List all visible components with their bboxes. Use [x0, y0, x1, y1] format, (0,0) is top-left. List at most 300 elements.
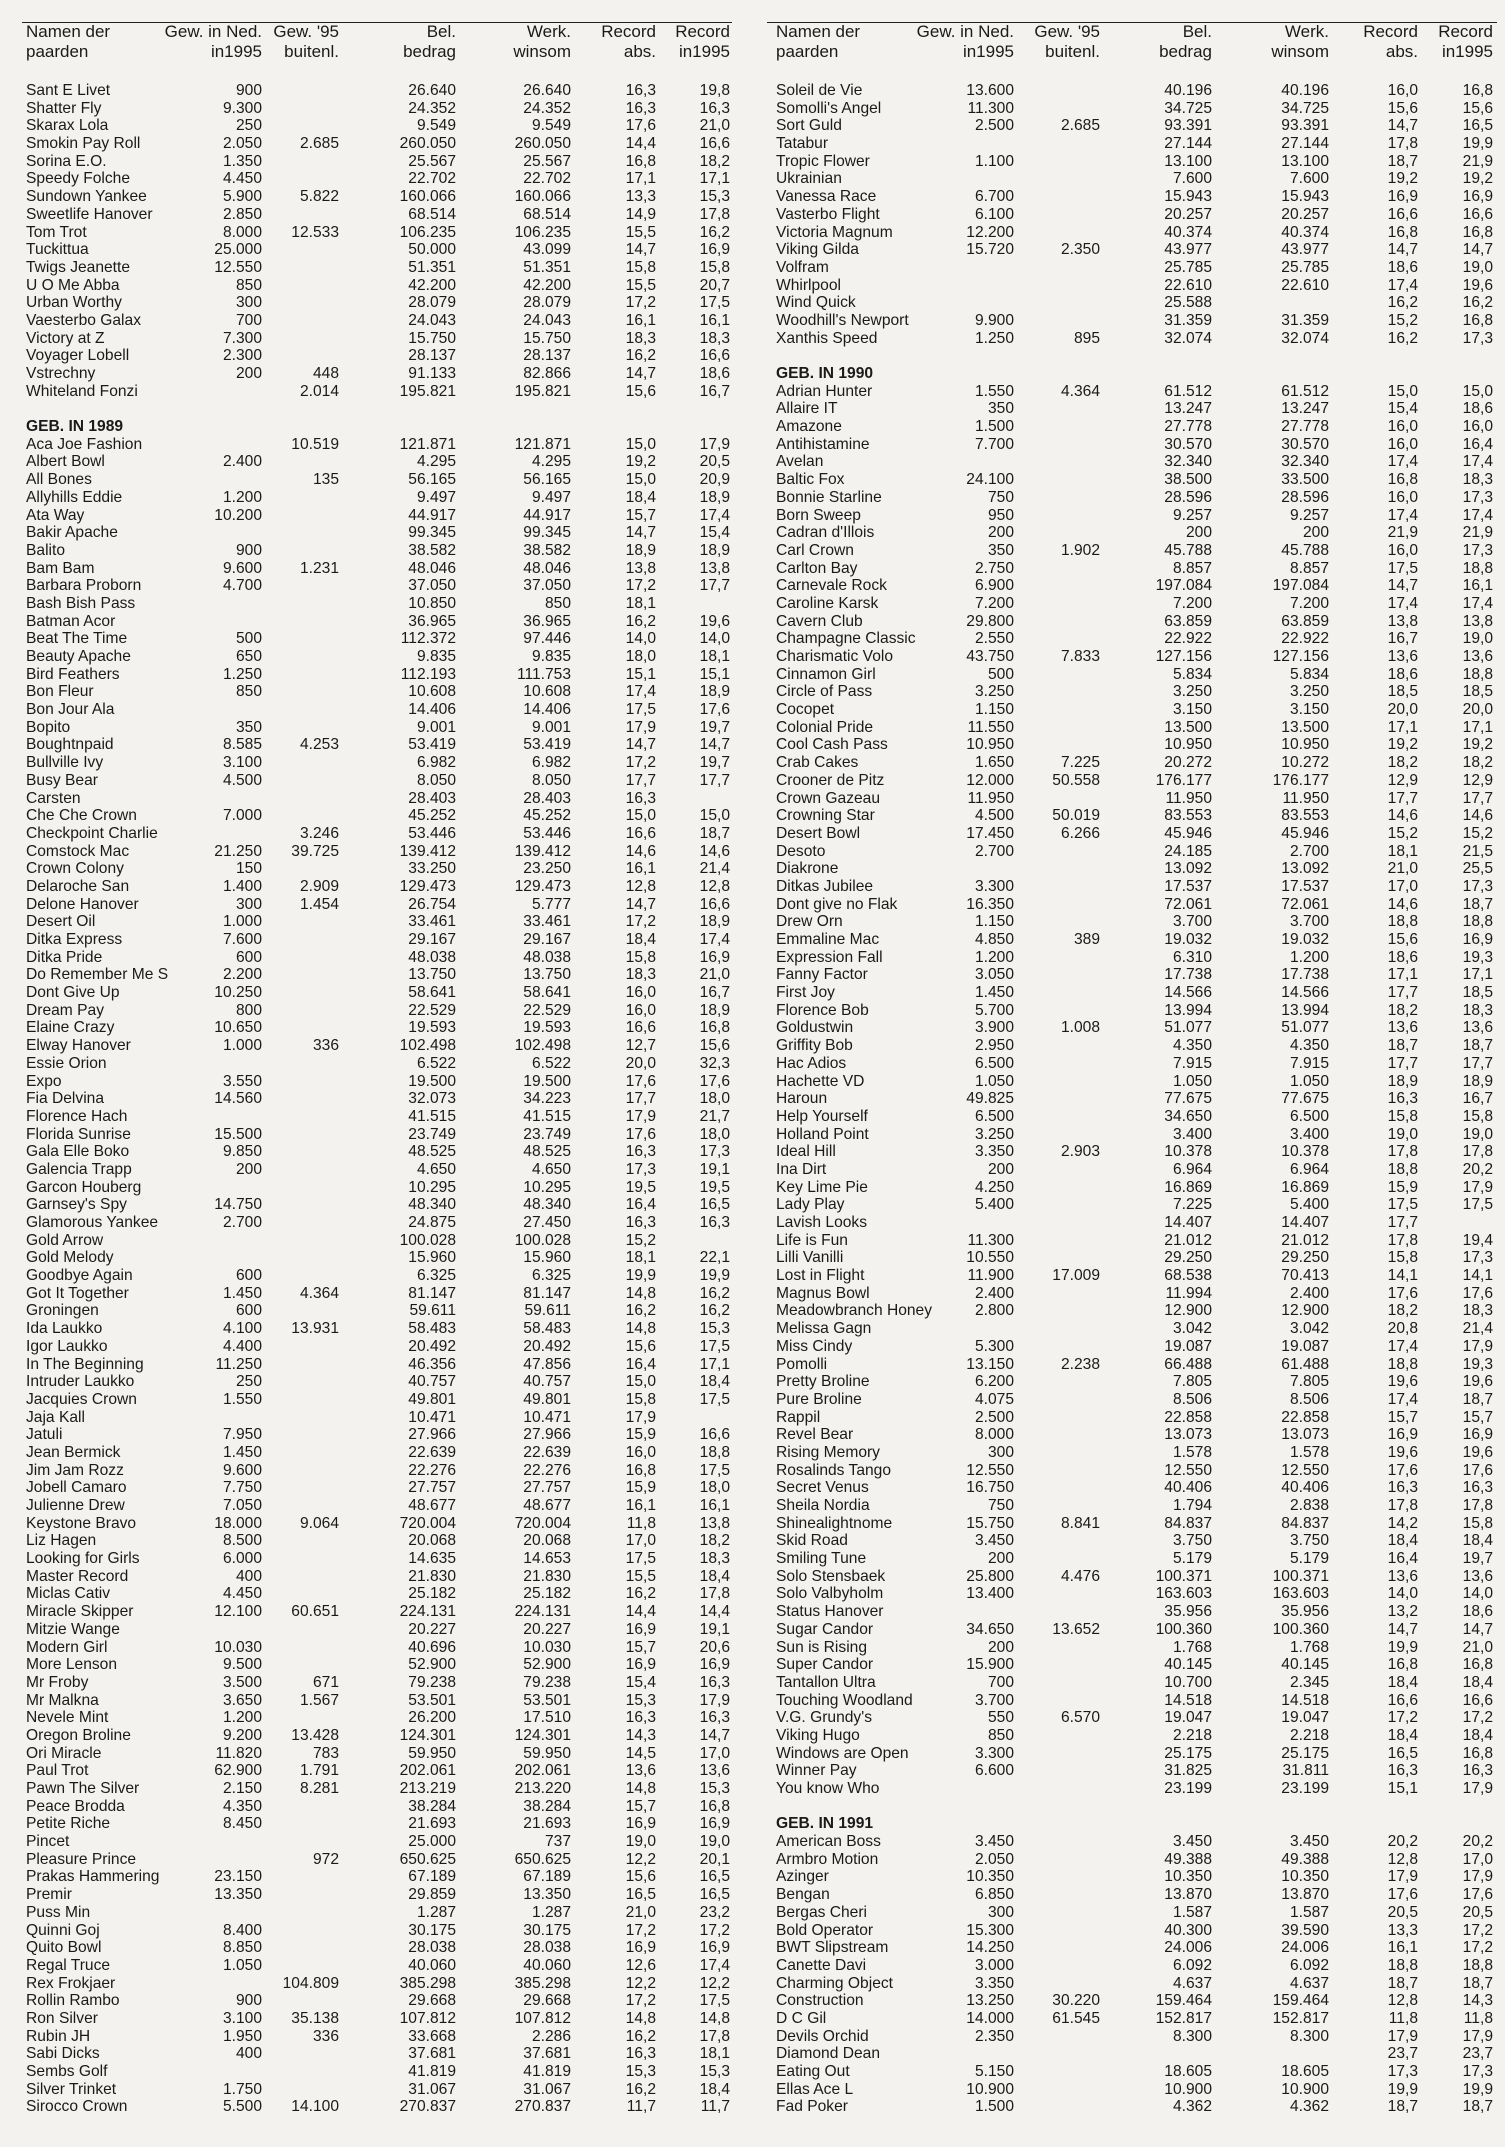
- record-abs: 16,3: [1387, 1762, 1418, 1780]
- table-row: [759, 1391, 1505, 1409]
- werk-winsom: 9.549: [531, 117, 571, 135]
- record-1995: 16,1: [699, 1497, 730, 1514]
- record-abs: 12,6: [625, 1956, 656, 1974]
- wins-ned: 700: [987, 1673, 1014, 1691]
- bel-bedrag: 35.956: [1164, 1603, 1212, 1621]
- wins-ned: 6.900: [974, 577, 1014, 595]
- wins-ned: 1.200: [974, 948, 1014, 966]
- wins-ned: 6.500: [974, 1107, 1014, 1125]
- wins-abroad: 4.364: [299, 1284, 339, 1302]
- bel-bedrag: 100.028: [399, 1231, 456, 1249]
- record-1995: 16,9: [1462, 1426, 1493, 1444]
- record-1995: 14,8: [699, 2009, 730, 2027]
- horse-name: Silver Trinket: [26, 2080, 117, 2098]
- werk-winsom: 34.725: [1281, 99, 1329, 117]
- record-abs: 14,6: [1387, 807, 1418, 825]
- bel-bedrag: 48.677: [408, 1497, 456, 1514]
- horse-name: Sorina E.O.: [26, 152, 107, 170]
- werk-winsom: 82.866: [523, 365, 571, 382]
- record-1995: 17,9: [699, 435, 730, 453]
- record-1995: 16,8: [699, 1797, 730, 1815]
- record-1995: 18,2: [1462, 754, 1493, 772]
- table-row: [759, 1939, 1505, 1957]
- horse-name: Delaroche San: [26, 877, 130, 895]
- table-row: [759, 648, 1505, 666]
- record-1995: 17,8: [699, 205, 730, 223]
- wins-ned: 3.350: [974, 1143, 1014, 1161]
- bel-bedrag: 27.966: [408, 1426, 456, 1444]
- record-abs: 17,7: [625, 771, 656, 789]
- wins-abroad: 783: [312, 1744, 339, 1762]
- record-abs: 19,2: [1387, 170, 1418, 188]
- horse-name: Ina Dirt: [776, 1160, 827, 1178]
- werk-winsom: 14.653: [523, 1550, 571, 1568]
- horse-name: Essie Orion: [26, 1054, 107, 1072]
- bel-bedrag: 24.185: [1164, 842, 1212, 860]
- wins-abroad: 671: [312, 1673, 339, 1691]
- bel-bedrag: 40.406: [1164, 1479, 1212, 1497]
- werk-winsom: 30.175: [523, 1921, 571, 1939]
- record-1995: 18,7: [699, 824, 730, 842]
- record-abs: 18,4: [1387, 1726, 1418, 1744]
- werk-winsom: 124.301: [514, 1726, 571, 1744]
- record-abs: 15,6: [625, 382, 656, 400]
- record-1995: 19,3: [1462, 948, 1493, 966]
- table-row: [759, 1037, 1505, 1055]
- wins-abroad: 35.138: [291, 2009, 339, 2027]
- wins-ned: 21.250: [214, 842, 262, 860]
- table-row: [0, 100, 746, 118]
- wins-ned: 650: [235, 648, 262, 665]
- wins-ned: 10.900: [966, 2080, 1014, 2098]
- werk-winsom: 24.352: [523, 99, 571, 117]
- werk-winsom: 6.325: [531, 1267, 571, 1285]
- table-row: [759, 1002, 1505, 1020]
- wins-ned: 18.000: [214, 1514, 262, 1532]
- record-1995: 18,0: [699, 1125, 730, 1143]
- werk-winsom: 51.351: [523, 258, 571, 276]
- record-abs: 20,5: [1387, 1903, 1418, 1921]
- wins-ned: 2.550: [974, 630, 1014, 648]
- table-row: [759, 1833, 1505, 1851]
- bel-bedrag: 13.073: [1164, 1426, 1212, 1444]
- record-1995: 18,6: [1462, 400, 1493, 418]
- wins-ned: 13.400: [966, 1585, 1014, 1603]
- bel-bedrag: 25.588: [1164, 294, 1212, 312]
- wins-ned: 11.820: [215, 1744, 262, 1762]
- record-1995: 16,9: [1462, 188, 1493, 206]
- record-1995: 17,2: [1462, 1921, 1493, 1939]
- record-abs: 16,9: [625, 1656, 656, 1674]
- horse-name: Goodbye Again: [26, 1267, 133, 1285]
- bel-bedrag: 31.067: [408, 2080, 456, 2098]
- bel-bedrag: 224.131: [399, 1603, 456, 1621]
- record-1995: 19,7: [699, 718, 730, 736]
- horse-name: Elway Hanover: [26, 1037, 131, 1055]
- record-abs: 16,3: [625, 99, 656, 117]
- table-row: [759, 1356, 1505, 1374]
- table-row: [0, 1037, 746, 1055]
- horse-name: Keystone Bravo: [26, 1514, 137, 1532]
- werk-winsom: 40.145: [1281, 1656, 1329, 1674]
- horse-name: Oregon Broline: [26, 1726, 131, 1744]
- table-row: [759, 701, 1505, 719]
- table-row: [759, 2045, 1505, 2063]
- bel-bedrag: 16.869: [1164, 1178, 1212, 1196]
- horse-name: Tantallon Ultra: [776, 1673, 876, 1691]
- record-1995: 15,8: [699, 258, 730, 276]
- wins-ned: 12.200: [966, 223, 1014, 241]
- wins-abroad: 972: [312, 1850, 339, 1868]
- bel-bedrag: 124.301: [399, 1726, 456, 1744]
- bel-bedrag: 19.047: [1164, 1709, 1212, 1727]
- bel-bedrag: 40.696: [408, 1638, 456, 1656]
- horse-name: Mr Froby: [26, 1673, 89, 1691]
- record-abs: 18,4: [625, 931, 656, 948]
- wins-ned: 8.000: [222, 223, 262, 241]
- record-1995: 15,0: [699, 807, 730, 825]
- bel-bedrag: 13.100: [1164, 152, 1212, 170]
- wins-ned: 3.250: [974, 683, 1014, 701]
- werk-winsom: 21.693: [523, 1815, 571, 1833]
- record-abs: 19,5: [625, 1178, 656, 1196]
- record-abs: 17,7: [1387, 1054, 1418, 1072]
- wins-ned: 4.075: [974, 1390, 1014, 1408]
- table-row: [0, 1479, 746, 1497]
- horse-name: Tom Trot: [26, 223, 87, 241]
- wins-abroad: 17.009: [1052, 1267, 1100, 1285]
- record-1995: 19,5: [699, 1178, 730, 1196]
- horse-name: Caroline Karsk: [776, 594, 879, 612]
- horse-name: Eating Out: [776, 2063, 850, 2080]
- bel-bedrag: 129.473: [399, 877, 456, 895]
- record-1995: 16,8: [1462, 82, 1493, 99]
- record-abs: 15,4: [625, 1673, 656, 1691]
- werk-winsom: 28.403: [523, 789, 571, 807]
- bel-bedrag: 22.858: [1164, 1408, 1212, 1426]
- record-1995: 17,3: [1462, 877, 1493, 895]
- horse-name: Cadran d'Illois: [776, 524, 875, 542]
- horse-name: Holland Point: [776, 1125, 869, 1143]
- record-1995: 18,0: [699, 1090, 730, 1108]
- werk-winsom: 2.286: [531, 2027, 571, 2045]
- wins-ned: 4.850: [974, 931, 1014, 948]
- table-row: [0, 2063, 746, 2081]
- table-row: [759, 736, 1505, 754]
- table-row: [759, 82, 1505, 100]
- wins-ned: 43.750: [966, 648, 1014, 665]
- wins-ned: 200: [987, 1638, 1014, 1656]
- werk-winsom: 40.196: [1281, 82, 1329, 99]
- horse-name: Bonnie Starline: [776, 488, 882, 506]
- wins-ned: 12.000: [966, 771, 1014, 789]
- bel-bedrag: 213.219: [399, 1780, 456, 1797]
- bel-bedrag: 83.553: [1164, 807, 1212, 825]
- table-row: [0, 825, 746, 843]
- wins-ned: 7.200: [974, 594, 1014, 612]
- werk-winsom: 1.587: [1289, 1903, 1329, 1921]
- record-abs: 18,2: [1387, 1001, 1418, 1019]
- wins-ned: 3.700: [974, 1691, 1014, 1709]
- record-1995: 18,9: [699, 541, 730, 559]
- record-abs: 16,1: [625, 311, 656, 329]
- werk-winsom: 81.147: [523, 1284, 571, 1302]
- section-heading: [759, 1815, 1505, 1833]
- horse-name: Ron Silver: [26, 2009, 98, 2027]
- werk-winsom: 22.276: [523, 1461, 571, 1479]
- table-row: [759, 666, 1505, 684]
- record-1995: 21,4: [1462, 1320, 1493, 1338]
- wins-ned: 17.450: [966, 824, 1014, 842]
- bel-bedrag: 9.257: [1172, 506, 1212, 524]
- wins-ned: 25.000: [214, 241, 262, 259]
- record-1995: 18,8: [1462, 559, 1493, 577]
- table-row: [0, 1550, 746, 1568]
- wins-ned: 3.550: [222, 1072, 262, 1090]
- record-1995: 18,9: [699, 488, 730, 506]
- record-abs: 14,8: [625, 2009, 656, 2027]
- record-1995: 18,2: [699, 1532, 730, 1550]
- bel-bedrag: 50.000: [408, 241, 456, 259]
- table-row: [0, 259, 746, 277]
- record-abs: 18,1: [625, 594, 656, 612]
- record-abs: 16,4: [625, 1196, 656, 1214]
- record-abs: 19,9: [1387, 1638, 1418, 1656]
- table-row: [759, 453, 1505, 471]
- wins-ned: 13.150: [966, 1355, 1014, 1373]
- record-abs: 20,2: [1387, 1833, 1418, 1851]
- table-row: [0, 754, 746, 772]
- record-1995: 13,8: [699, 1514, 730, 1532]
- table-row: [0, 1656, 746, 1674]
- table-row: [759, 241, 1505, 259]
- werk-winsom: 67.189: [523, 1868, 571, 1886]
- wins-ned: 5.900: [222, 188, 262, 206]
- table-row: [759, 542, 1505, 560]
- record-abs: 15,1: [625, 665, 656, 683]
- horse-name: V.G. Grundy's: [776, 1709, 873, 1727]
- wins-abroad: 5.822: [299, 188, 339, 206]
- bel-bedrag: 121.871: [399, 435, 456, 453]
- bel-bedrag: 49.388: [1164, 1850, 1212, 1868]
- werk-winsom: 77.675: [1281, 1090, 1329, 1108]
- bel-bedrag: 17.738: [1164, 966, 1212, 984]
- werk-winsom: 200: [1302, 524, 1329, 542]
- horse-name: Got It Together: [26, 1284, 129, 1302]
- horse-name: Rappil: [776, 1408, 821, 1426]
- wins-ned: 4.500: [222, 771, 262, 789]
- record-abs: 14,7: [1387, 241, 1418, 259]
- horse-name: Premir: [26, 1886, 72, 1904]
- werk-winsom: 1.050: [1289, 1072, 1329, 1090]
- record-abs: 15,7: [1387, 1408, 1418, 1426]
- werk-winsom: 79.238: [523, 1673, 571, 1691]
- record-1995: 15,8: [1462, 1514, 1493, 1532]
- werk-winsom: 12.900: [1281, 1302, 1329, 1320]
- werk-winsom: 850: [544, 594, 571, 612]
- werk-winsom: 10.030: [523, 1638, 571, 1656]
- record-abs: 18,2: [1387, 1302, 1418, 1320]
- horse-name: First Joy: [776, 984, 835, 1002]
- table-row: [759, 1214, 1505, 1232]
- wins-ned: 7.950: [222, 1426, 262, 1444]
- wins-ned: 3.350: [974, 1974, 1014, 1992]
- wins-abroad: 448: [312, 365, 339, 382]
- record-1995: 17,6: [699, 1072, 730, 1090]
- wins-ned: 1.450: [222, 1443, 262, 1461]
- record-abs: 18,6: [1387, 258, 1418, 276]
- table-row: [0, 2045, 746, 2063]
- wins-ned: 3.050: [974, 966, 1014, 984]
- record-1995: 19,0: [699, 1833, 730, 1851]
- table-row: [0, 1143, 746, 1161]
- record-abs: 23,7: [1387, 2045, 1418, 2063]
- record-1995: 18,9: [1462, 1072, 1493, 1090]
- horse-name: Bash Bish Pass: [26, 594, 136, 612]
- table-row: [0, 1939, 746, 1957]
- bel-bedrag: 38.582: [408, 541, 456, 559]
- record-1995: 21,0: [699, 117, 730, 135]
- record-1995: 16,6: [699, 135, 730, 153]
- table-row: [759, 595, 1505, 613]
- werk-winsom: 19.032: [1281, 931, 1329, 948]
- record-abs: 16,8: [1387, 223, 1418, 241]
- werk-winsom: 39.590: [1281, 1921, 1329, 1939]
- bel-bedrag: 27.757: [408, 1479, 456, 1497]
- table-row: [759, 188, 1505, 206]
- horse-name: Crown Colony: [26, 860, 124, 878]
- table-row: [759, 878, 1505, 896]
- table-row: [759, 1851, 1505, 1869]
- table-row: [759, 1656, 1505, 1674]
- horse-name: Prakas Hammering: [26, 1868, 160, 1886]
- horse-name: Circle of Pass: [776, 683, 873, 701]
- bel-bedrag: 21.830: [408, 1567, 456, 1585]
- wins-abroad: 1.902: [1060, 541, 1100, 559]
- horse-name: Crowning Star: [776, 807, 875, 825]
- horse-name: Sirocco Crown: [26, 2098, 128, 2116]
- record-abs: 16,2: [625, 1585, 656, 1603]
- wins-ned: 6.100: [974, 205, 1014, 223]
- record-1995: 17,0: [699, 1744, 730, 1762]
- record-1995: 17,7: [1462, 1054, 1493, 1072]
- horse-name: Sugar Candor: [776, 1620, 874, 1638]
- horse-name: Twigs Jeanette: [26, 258, 131, 276]
- record-abs: 15,2: [1387, 311, 1418, 329]
- werk-winsom: 9.497: [531, 488, 571, 506]
- bel-bedrag: 26.200: [408, 1709, 456, 1727]
- record-1995: 17,3: [1462, 541, 1493, 559]
- wins-ned: 3.500: [222, 1673, 262, 1691]
- bel-bedrag: 59.611: [409, 1302, 456, 1320]
- record-abs: 14,7: [625, 365, 656, 382]
- table-row: [0, 347, 746, 365]
- record-1995: 23,7: [1462, 2045, 1493, 2063]
- record-abs: 17,9: [1387, 1868, 1418, 1886]
- bel-bedrag: 7.805: [1172, 1373, 1212, 1391]
- wins-abroad: 7.225: [1060, 754, 1100, 772]
- werk-winsom: 45.946: [1281, 824, 1329, 842]
- horse-name: Winner Pay: [776, 1762, 857, 1780]
- werk-winsom: 202.061: [514, 1762, 571, 1780]
- wins-ned: 2.950: [974, 1037, 1014, 1055]
- horse-name: Bullville Ivy: [26, 754, 104, 772]
- bel-bedrag: 27.778: [1164, 418, 1212, 436]
- bel-bedrag: 84.837: [1164, 1514, 1212, 1532]
- record-abs: 14,7: [1387, 1620, 1418, 1638]
- record-abs: 17,8: [1387, 1497, 1418, 1514]
- bel-bedrag: 67.189: [408, 1868, 456, 1886]
- wins-ned: 2.500: [974, 117, 1014, 135]
- table-row: [759, 1196, 1505, 1214]
- wins-ned: 5.150: [974, 2063, 1014, 2080]
- bel-bedrag: 152.817: [1155, 2009, 1212, 2027]
- werk-winsom: 10.272: [1281, 754, 1329, 772]
- werk-winsom: 650.625: [514, 1850, 571, 1868]
- table-row: [0, 1621, 746, 1639]
- wins-abroad: 60.651: [291, 1603, 339, 1621]
- record-abs: 16,9: [625, 1620, 656, 1638]
- record-1995: 19,3: [1462, 1355, 1493, 1373]
- record-1995: 18,5: [1462, 683, 1493, 701]
- table-row: [759, 1497, 1505, 1515]
- record-abs: 15,8: [1387, 1249, 1418, 1267]
- werk-winsom: 100.028: [514, 1231, 571, 1249]
- horse-name: Sweetlife Hanover: [26, 205, 153, 223]
- bel-bedrag: 81.147: [408, 1284, 456, 1302]
- wins-ned: 600: [235, 1267, 262, 1285]
- horse-name: Sort Guld: [776, 117, 842, 135]
- werk-winsom: 22.639: [523, 1443, 571, 1461]
- bel-bedrag: 4.350: [1172, 1037, 1212, 1055]
- record-1995: 17,4: [699, 931, 730, 948]
- werk-winsom: 34.223: [523, 1090, 571, 1108]
- werk-winsom: 52.900: [523, 1656, 571, 1674]
- horse-name: Ideal Hill: [776, 1143, 836, 1161]
- record-abs: 17,6: [1387, 1284, 1418, 1302]
- horse-name: Glamorous Yankee: [26, 1214, 159, 1231]
- werk-winsom: 260.050: [514, 135, 571, 153]
- horse-name: Construction: [776, 1992, 864, 2010]
- table-row: [759, 471, 1505, 489]
- wins-ned: 350: [987, 400, 1014, 418]
- werk-winsom: 6.092: [1289, 1956, 1329, 1974]
- table-row: [759, 1302, 1505, 1320]
- record-abs: 13,3: [1387, 1921, 1418, 1939]
- bel-bedrag: 720.004: [399, 1514, 456, 1532]
- record-1995: 19,2: [1462, 736, 1493, 754]
- bel-bedrag: 13.247: [1164, 400, 1212, 418]
- record-abs: 16,3: [625, 2045, 656, 2063]
- bel-bedrag: 91.133: [408, 365, 456, 382]
- record-1995: 16,3: [699, 99, 730, 117]
- record-abs: 17,4: [1387, 506, 1418, 524]
- record-abs: 13,6: [1387, 1019, 1418, 1037]
- record-abs: 17,9: [625, 1107, 656, 1125]
- horse-name: Miracle Skipper: [26, 1603, 134, 1621]
- werk-winsom: 14.518: [1281, 1691, 1329, 1709]
- bel-bedrag: 17.537: [1164, 877, 1212, 895]
- werk-winsom: 6.964: [1289, 1160, 1329, 1178]
- horse-name: Adrian Hunter: [776, 382, 873, 400]
- wins-ned: 2.200: [222, 966, 262, 984]
- record-abs: 17,7: [1387, 789, 1418, 807]
- record-1995: 20,1: [699, 1850, 730, 1868]
- horse-name: Charming Object: [776, 1974, 893, 1992]
- werk-winsom: 13.500: [1281, 718, 1329, 736]
- record-abs: 17,2: [1387, 1709, 1418, 1727]
- bel-bedrag: 49.801: [408, 1390, 456, 1408]
